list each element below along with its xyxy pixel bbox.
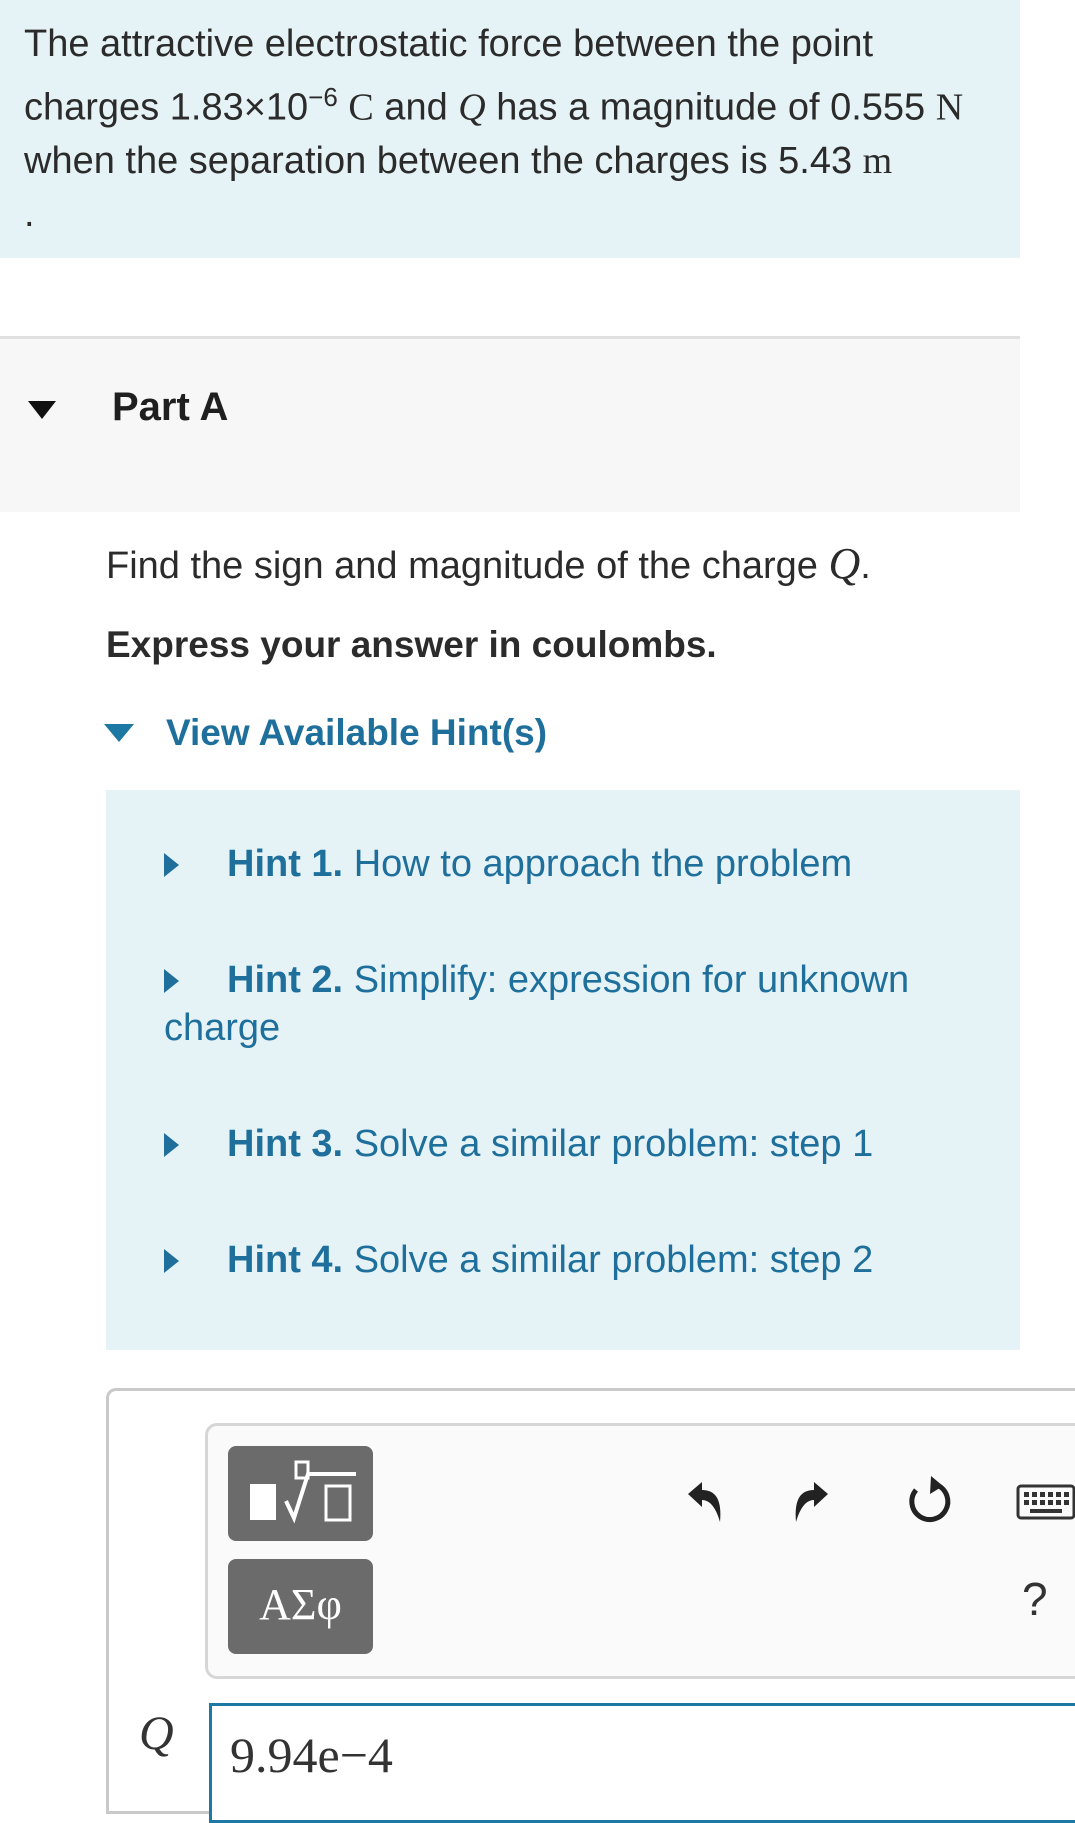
reset-icon[interactable]	[902, 1474, 958, 1530]
hints-panel	[106, 790, 1020, 1350]
question-text: Find the sign and magnitude of the charge Q.	[106, 539, 871, 588]
part-title: Part A	[112, 385, 229, 429]
hint-1[interactable]: Hint 1. How to approach the problem	[164, 840, 984, 888]
part-a-header[interactable]	[0, 336, 1020, 512]
problem-text: The attractive electrostatic force between the point charges $1.83\times 10^{-6}$ C and Q has a magnitude of 0.555 N when the separation between the charges is 5.43 m .	[24, 18, 1004, 241]
unit-coulomb: C	[348, 86, 374, 129]
answer-area	[106, 1388, 1075, 1814]
var-q: Q	[458, 86, 486, 129]
question-var-q: Q	[828, 539, 861, 588]
redo-icon[interactable]	[788, 1476, 838, 1528]
unit-meter: m	[862, 139, 893, 182]
answer-instruction: Express your answer in coulombs.	[106, 624, 717, 665]
charge-1-value: 1.83×10	[169, 86, 309, 129]
expand-arrow-icon[interactable]	[164, 853, 179, 877]
expand-arrow-icon[interactable]	[164, 1133, 179, 1157]
hint-4[interactable]: Hint 4. Solve a similar problem: step 2	[164, 1236, 984, 1284]
answer-variable-label: Q	[139, 1707, 174, 1760]
answer-input[interactable]: 9.94e−4	[209, 1703, 1075, 1823]
undo-icon[interactable]	[678, 1476, 728, 1528]
math-toolbar	[205, 1423, 1075, 1679]
help-button[interactable]: ?	[1022, 1573, 1048, 1625]
trailing-period: .	[24, 192, 35, 235]
hint-3[interactable]: Hint 3. Solve a similar problem: step 1	[164, 1120, 984, 1168]
view-hints-label[interactable]: View Available Hint(s)	[166, 712, 548, 753]
collapse-caret-icon[interactable]	[28, 401, 56, 419]
templates-button[interactable]	[228, 1446, 373, 1541]
unit-newton: N	[935, 86, 964, 129]
expand-arrow-icon[interactable]	[164, 1249, 179, 1273]
keyboard-icon[interactable]	[1016, 1484, 1075, 1520]
charge-1-exponent: −6	[308, 82, 338, 112]
templates-icon	[228, 1446, 373, 1541]
hint-2[interactable]: Hint 2. Simplify: expression for unknown charge	[164, 959, 910, 1049]
problem-statement	[0, 0, 1020, 258]
hints-caret-icon	[104, 724, 134, 742]
symbols-button[interactable]	[228, 1559, 373, 1654]
symbols-label: ΑΣφ	[259, 1580, 342, 1629]
expand-arrow-icon[interactable]	[164, 969, 179, 993]
